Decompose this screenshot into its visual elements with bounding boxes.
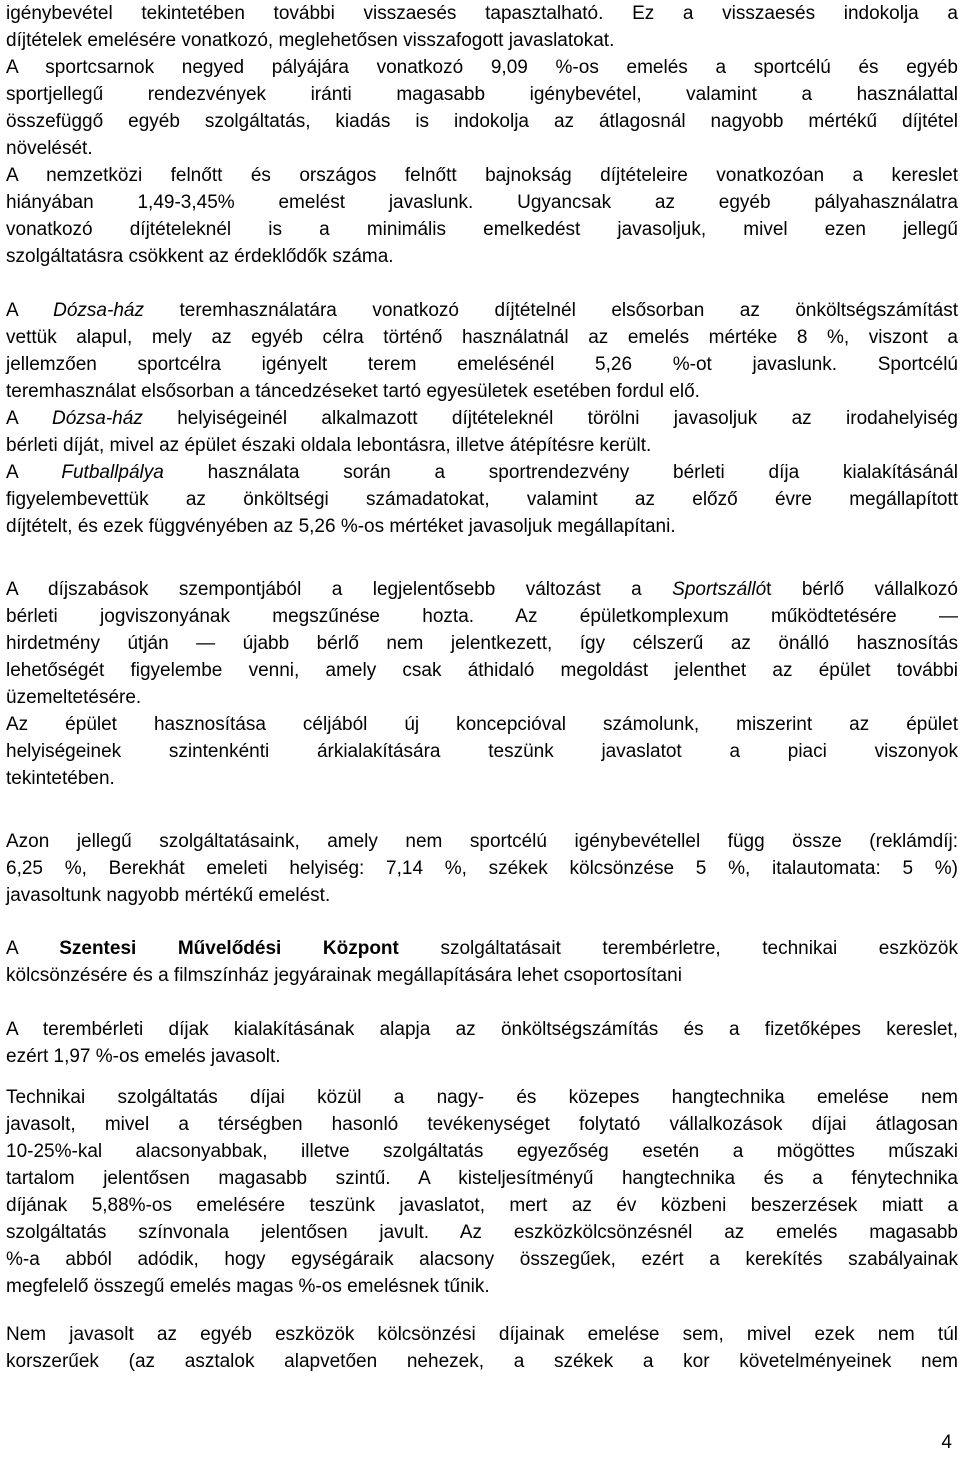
text-line — [6, 630, 958, 657]
text-line — [6, 1043, 958, 1070]
text-line — [6, 684, 958, 711]
text-line — [6, 962, 958, 989]
text-line — [6, 216, 958, 243]
text-segment: összefüggő egyéb szolgáltatás, kiadás is indokolja az átlagosnál nagyobb mértékű díjtétel — [6, 111, 958, 132]
text-segment: helyiségeinél alkalmazott díjtételeknél törölni javasoljuk az irodahelyiség — [142, 408, 958, 429]
text-segment: A sportcsarnok negyed pályájára vonatkozó 9,09 %-os emelés a sportcélú és egyéb — [6, 57, 958, 78]
text-line — [6, 935, 958, 962]
text-segment: 10-25%-kal alacsonyabbak, illetve szolgáltatás egyezőség esetén a mögöttes műszaki — [6, 1141, 958, 1162]
text-line — [6, 603, 958, 630]
text-segment: %-a abból adódik, hogy egységáraik alacsony összegűek, ezért a kerekítés szabályainak — [6, 1249, 958, 1270]
text-segment: Nem javasolt az egyéb eszközök kölcsönzési díjainak emelése sem, mivel ezek nem túl — [6, 1324, 958, 1345]
text-line — [6, 1084, 958, 1111]
text-segment: bérleti díját, mivel az épület északi oldala lebontásra, illetve átépítésre került. — [6, 435, 652, 456]
text-segment: korszerűek (az asztalok alapvetően nehezek, a székek a kor követelményeinek nem — [6, 1351, 958, 1372]
text-line — [6, 378, 958, 405]
text-line — [6, 513, 958, 540]
text-segment: hiányában 1,49-3,45% emelést javaslunk. Ugyancsak az egyéb pályahasználatra — [6, 192, 958, 213]
text-segment: A nemzetközi felnőtt és országos felnőtt bajnokság díjtételeire vonatkozóan a kereslet — [6, 165, 958, 186]
text-line — [6, 1273, 958, 1300]
text-segment: tekintetében. — [6, 768, 115, 789]
text-segment: teremhasználat elsősorban a táncedzéseket tartó egyesületek esetében fordul elő. — [6, 381, 700, 402]
text-segment: A — [6, 300, 54, 321]
text-line — [6, 882, 958, 909]
text-segment: díjtételt, és ezek függvényében az 5,26 %-os mértéket javasoljuk megállapítani. — [6, 516, 676, 537]
text-line — [6, 1016, 958, 1043]
text-segment: Technikai szolgáltatás díjai közül a nagy- és közepes hangtechnika emelése nem — [6, 1087, 958, 1108]
text-segment: igénybevétel tekintetében további visszaesés tapasztalható. Ez a visszaesés indokolja a — [6, 3, 958, 24]
text-line — [6, 711, 958, 738]
text-segment: figyelembevettük az önköltségi számadatokat, valamint az előző évre megállapított — [6, 489, 958, 510]
text-line — [6, 1321, 958, 1348]
text-segment: szolgáltatásra csökkent az érdeklődők száma. — [6, 246, 394, 267]
text-segment: A díjszabások szempontjából a legjelentősebb változást a — [6, 579, 673, 600]
text-segment: szolgáltatásait terembérletre, technikai eszközök — [398, 938, 959, 959]
text-line — [6, 162, 958, 189]
text-line — [6, 738, 958, 765]
text-segment: lehetőségét figyelembe venni, amely csak áthidaló megoldást jelenthet az épület további — [6, 660, 958, 681]
text-segment: tartalom jelentősen magasabb szintű. A kisteljesítményű hangtechnika és a fénytechnika — [6, 1168, 958, 1189]
text-line — [6, 657, 958, 684]
text-line — [6, 81, 958, 108]
text-line — [6, 1111, 958, 1138]
text-line — [6, 1348, 958, 1375]
text-segment: Azon jellegű szolgáltatásaink, amely nem sportcélú igénybevétellel függ össze (reklámdíj: — [6, 831, 958, 852]
text-segment: vettük alapul, mely az egyéb célra történő használatnál az emelés mértéke 8 %, viszont a — [6, 327, 958, 348]
text-line — [6, 576, 958, 603]
text-line — [6, 1165, 958, 1192]
text-line — [6, 1219, 958, 1246]
text-line — [6, 1138, 958, 1165]
text-segment: teremhasználatára vonatkozó díjtételnél elsősorban az önköltségszámítást — [143, 300, 958, 321]
text-segment: A — [6, 462, 62, 483]
text-segment: használata során a sportrendezvény bérleti díja kialakításánál — [163, 462, 959, 483]
text-segment: üzemeltetésére. — [6, 687, 142, 708]
text-segment: kölcsönzésére és a filmszínház jegyárainak megállapítására lehet csoportosítani — [6, 965, 682, 986]
text-segment: hirdetmény útján — újabb bérlő nem jelentkezett, így célszerű az önálló hasznosítás — [6, 633, 958, 654]
italic-text: Futballpálya — [61, 462, 164, 483]
text-line — [6, 189, 958, 216]
text-segment: javasolt, mivel a térségben hasonló tevékenységet folytató vállalkozások díjai átlagosan — [6, 1114, 958, 1135]
text-line — [6, 243, 958, 270]
text-line — [6, 108, 958, 135]
bold-text: Szentesi Művelődési Központ — [59, 938, 399, 959]
text-line — [6, 324, 958, 351]
text-line — [6, 855, 958, 882]
text-line — [6, 486, 958, 513]
text-line — [6, 27, 958, 54]
text-segment: ezért 1,97 %-os emelés javasolt. — [6, 1046, 281, 1067]
text-line — [6, 459, 958, 486]
text-segment: Az épület hasznosítása céljából új koncepcióval számolunk, miszerint az épület — [6, 714, 958, 735]
text-line — [6, 54, 958, 81]
text-segment: 6,25 %, Berekhát emeleti helyiség: 7,14 %, székek kölcsönzése 5 %, italautomata: 5 %) — [6, 858, 958, 879]
text-segment: jellemzően sportcélra igényelt terem emelésénél 5,26 %-ot javaslunk. Sportcélú — [6, 354, 958, 375]
italic-text: Dózsa-ház — [52, 408, 143, 429]
italic-text: Sportszálló — [672, 579, 767, 600]
text-segment: javasoltunk nagyobb mértékű emelést. — [6, 885, 331, 906]
text-line — [6, 432, 958, 459]
text-segment: díjának 5,88%-os emelésére teszünk javaslatot, mert az év közbeni beszerzések miatt a — [6, 1195, 958, 1216]
text-segment: vonatkozó díjtételeknél is a minimális emelkedést javasoljuk, mivel ezen jellegű — [6, 219, 958, 240]
text-segment: szolgáltatás színvonala jelentősen javult. Az eszközkölcsönzésnél az emelés magasabb — [6, 1222, 958, 1243]
text-segment: t bérlő vállalkozó — [766, 579, 958, 600]
text-segment: helyiségeinek szintenkénti árkialakítására teszünk javaslatot a piaci viszonyok — [6, 741, 958, 762]
text-segment: megfelelő összegű emelés magas %-os emelésnek tűnik. — [6, 1276, 490, 1297]
text-line — [6, 0, 958, 27]
text-line — [6, 1192, 958, 1219]
text-segment: díjtételek emelésére vonatkozó, meglehetősen visszafogott javaslatokat. — [6, 30, 615, 51]
text-line — [6, 405, 958, 432]
text-segment: növelését. — [6, 138, 93, 159]
text-line — [6, 351, 958, 378]
text-line — [6, 765, 958, 792]
page-number: 4 — [941, 1432, 952, 1453]
text-segment: A — [6, 938, 60, 959]
text-line — [6, 1246, 958, 1273]
text-segment: bérleti jogviszonyának megszűnése hozta. Az épületkomplexum működtetésére — — [6, 606, 958, 627]
text-segment: A — [6, 408, 52, 429]
text-segment: A terembérleti díjak kialakításának alapja az önköltségszámítás és a fizetőképes kereslet, — [6, 1019, 958, 1040]
text-segment: sportjellegű rendezvények iránti magasabb igénybevétel, valamint a használattal — [6, 84, 958, 105]
text-line — [6, 828, 958, 855]
text-line — [6, 135, 958, 162]
text-line — [6, 297, 958, 324]
italic-text: Dózsa-ház — [53, 300, 144, 321]
